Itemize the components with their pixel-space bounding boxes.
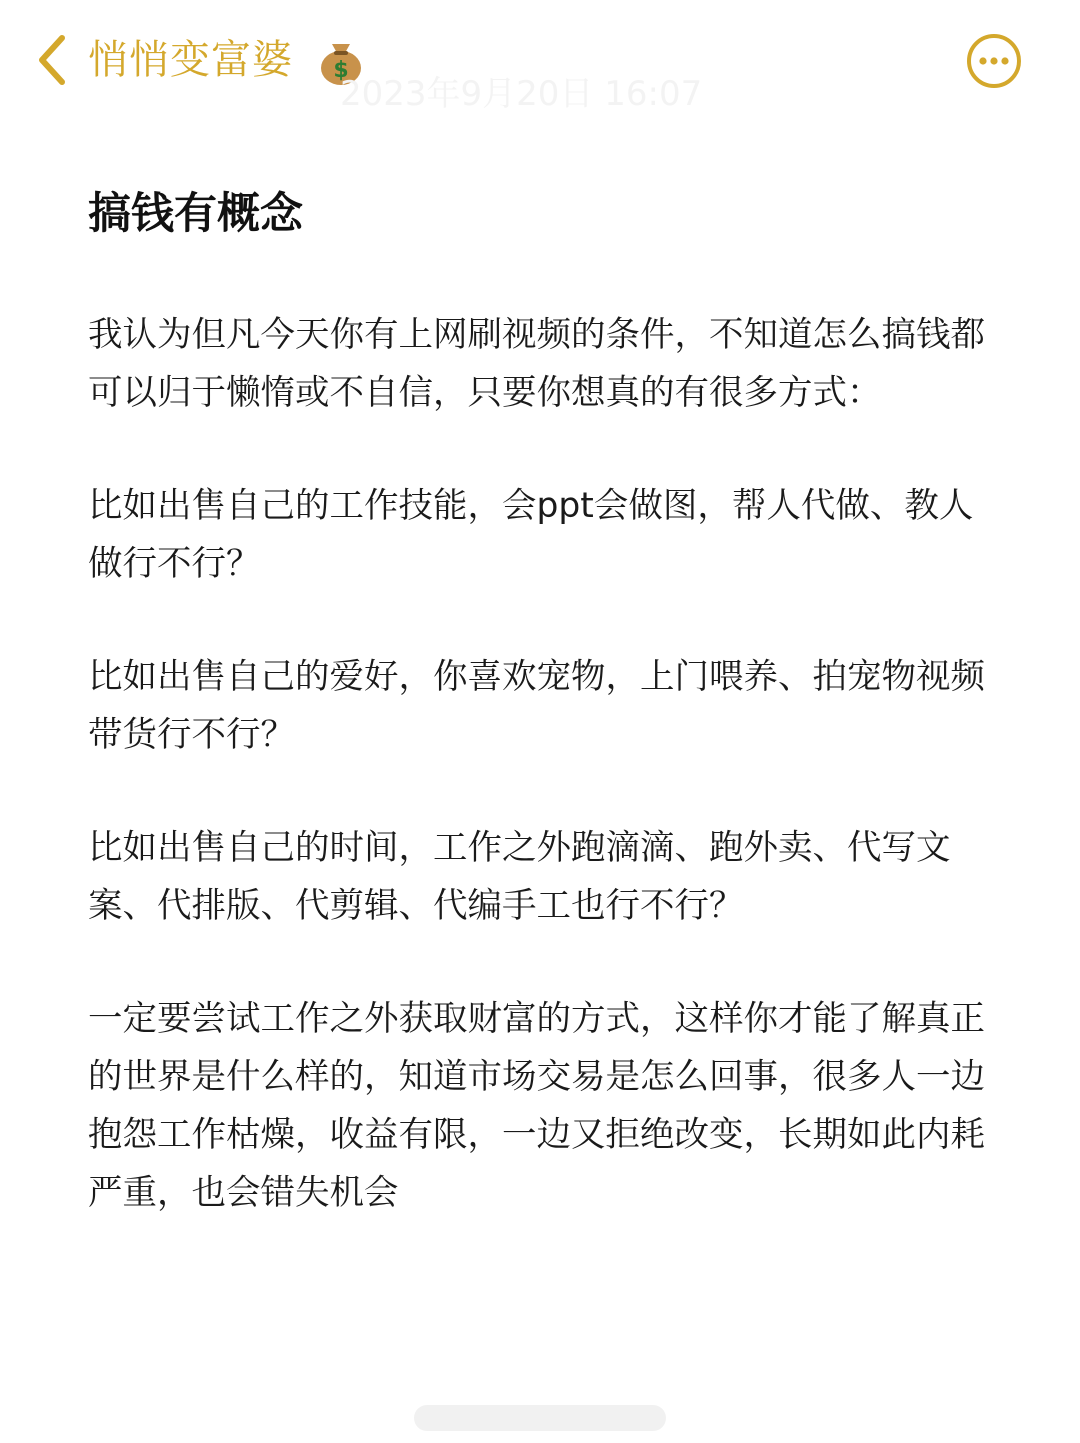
note-paragraph: 比如出售自己的工作技能，会ppt会做图，帮人代做、教人做行不行？: [88, 486, 974, 584]
chevron-left-icon: [34, 34, 68, 86]
note-title: 搞钱有概念: [88, 189, 303, 239]
note-paragraph: 比如出售自己的爱好，你喜欢宠物，上门喂养、拍宠物视频带货行不行？: [88, 657, 985, 755]
nav-title: 悄悄变富婆: [88, 37, 293, 83]
note-body[interactable]: [88, 306, 988, 1277]
note-paragraph: 一定要尝试工作之外获取财富的方式，这样你才能了解真正的世界是什么样的，知道市场交易是怎么回事，很多人一边抱怨工作枯燥，收益有限，一边又拒绝改变，长期如此内耗严重，也会错失机会: [88, 999, 985, 1213]
ellipsis-circle-icon[interactable]: [966, 33, 1022, 89]
svg-text:$: $: [333, 58, 349, 83]
back-button[interactable]: [26, 30, 76, 90]
note-paragraph: 比如出售自己的时间，工作之外跑滴滴、跑外卖、代写文案、代排版、代剪辑、代编手工也行不行？: [88, 828, 951, 926]
note-paragraph: 我认为但凡今天你有上网刷视频的条件，不知道怎么搞钱都可以归于懒惰或不自信，只要你想真的有很多方式：: [88, 315, 985, 413]
note-timestamp: 2023年9月20日 16:07: [340, 74, 703, 114]
home-indicator: [414, 1405, 666, 1431]
